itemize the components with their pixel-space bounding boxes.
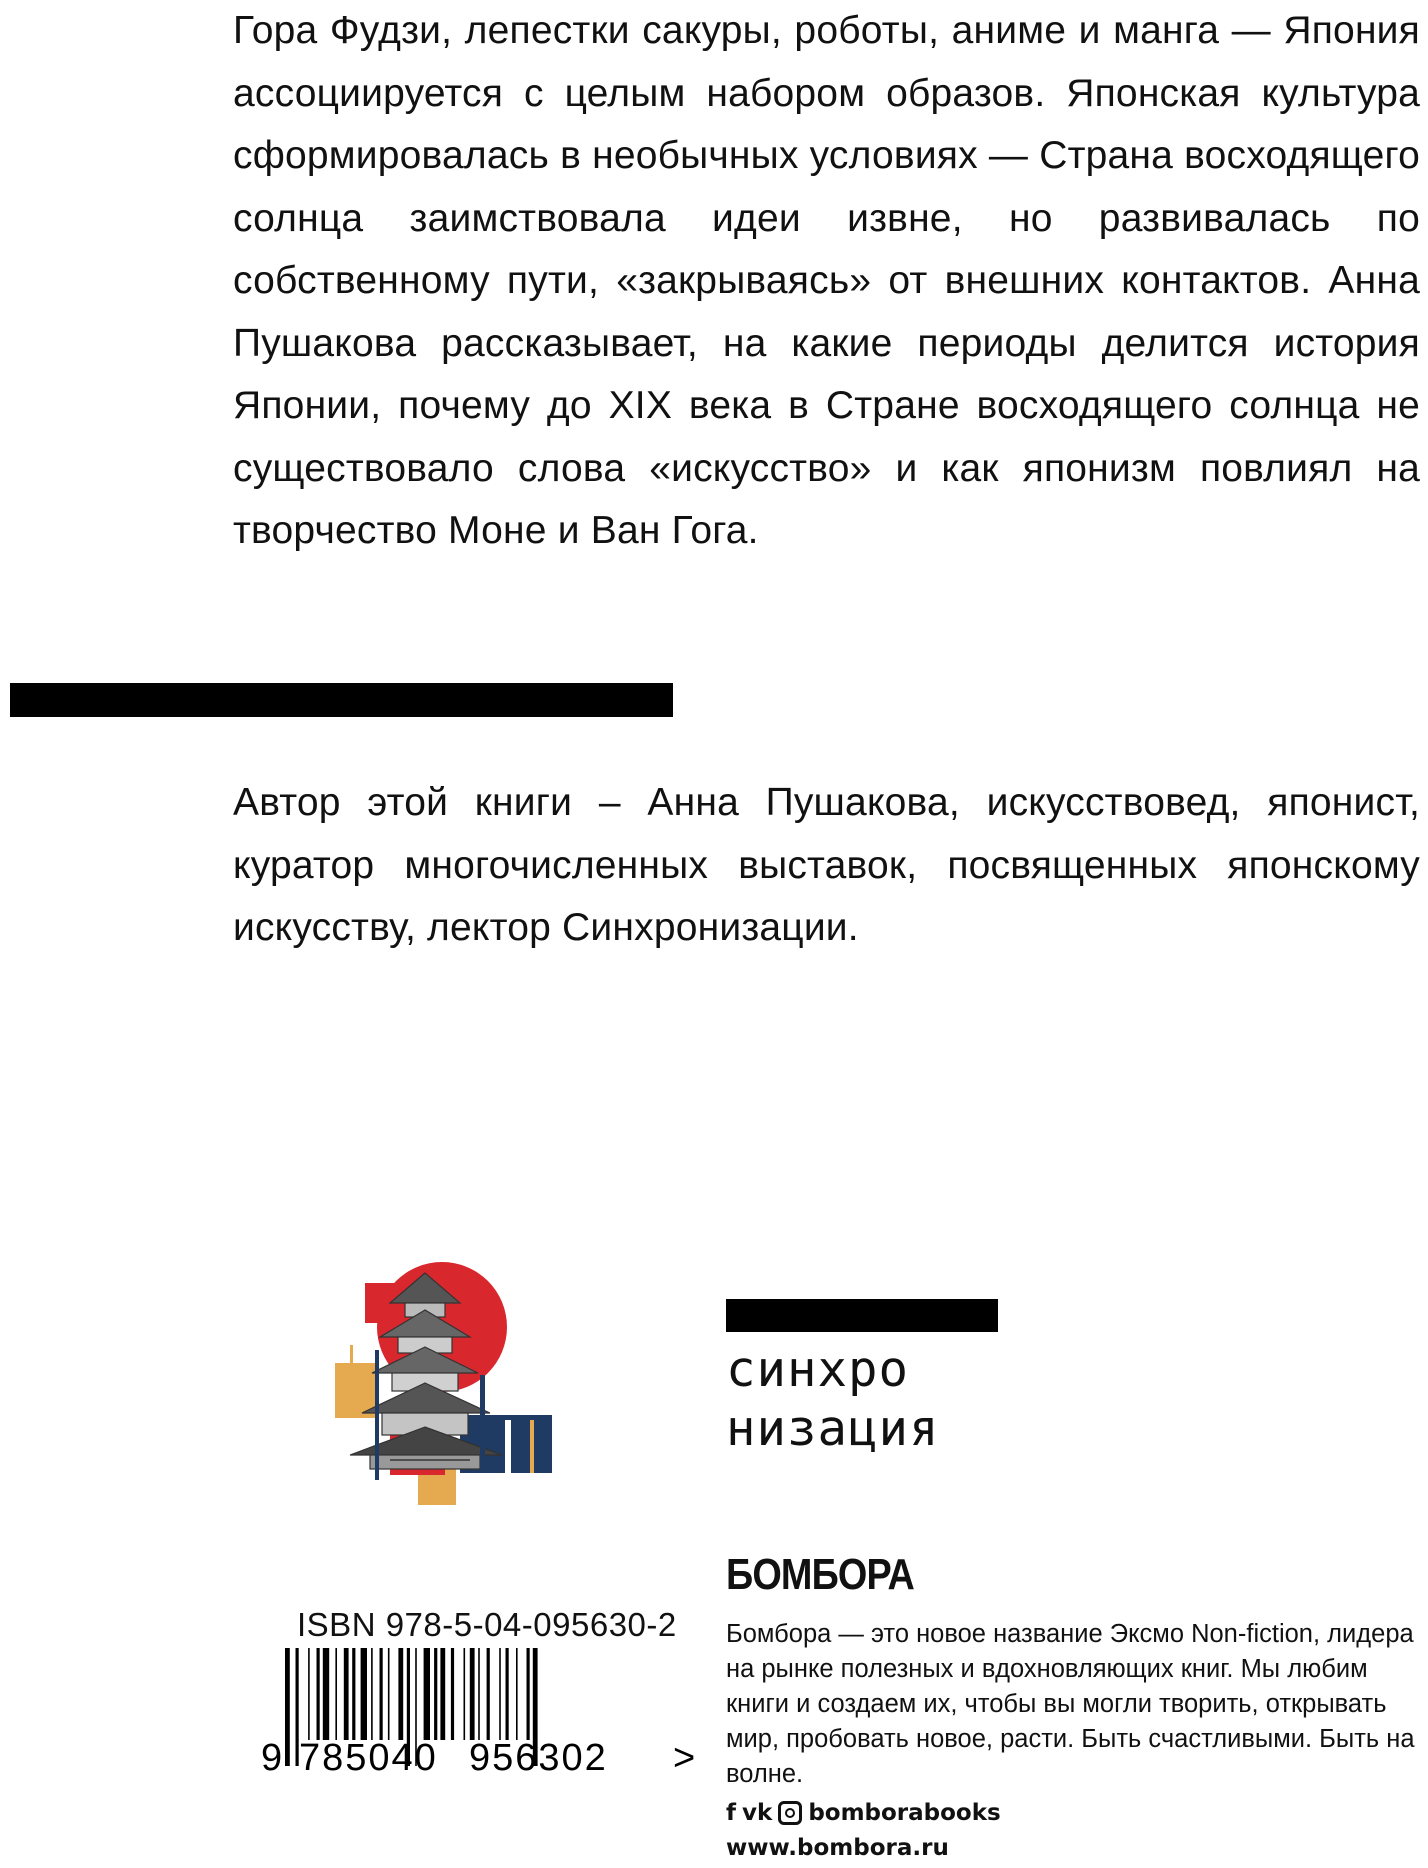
barcode <box>255 1648 705 1773</box>
barcode-digits-group-2: 956302 <box>469 1737 608 1773</box>
barcode-bar <box>499 1648 501 1740</box>
barcode-bar <box>451 1648 454 1740</box>
barcode-first-digit: 9 <box>261 1737 283 1773</box>
barcode-bar <box>527 1648 530 1740</box>
publisher-blurb: Бомбора — это новое название Эксмо Non-fiction, лидера на рынке полезных и вдохновляющих книг. Мы любим книги и создаем их, чтобы вы могли творить, открывать мир, пробовать новое, расти. Быть счастливыми. Быть на волне. <box>726 1620 1415 1788</box>
barcode-bar <box>434 1648 437 1740</box>
social-handle[interactable]: bomborabooks <box>808 1800 1001 1826</box>
barcode-bar <box>487 1648 490 1740</box>
barcode-digits-group-1: 785040 <box>299 1737 438 1773</box>
barcode-bar <box>308 1648 310 1740</box>
barcode-bar <box>516 1648 518 1740</box>
barcode-bar <box>371 1648 373 1740</box>
barcode-bar <box>398 1648 403 1740</box>
barcode-bar <box>361 1648 367 1740</box>
isbn-label: ISBN 978-5-04-095630-2 <box>297 1606 677 1643</box>
barcode-bar <box>464 1648 466 1740</box>
book-description: Гора Фудзи, лепестки сакуры, роботы, аниме и манга — Япония ассоциируется с целым набором образов. Японская культура сформировалась в необычных условиях — Страна восходящего солнца заимствовала идеи извне, но развивалась по собственному пути, «закрываясь» от внешних контактов. Анна Пушакова рассказывает, на какие периоды делится история Японии, почему до XIX века в Стране восходящего солнца не существовало слова «искусство» и как японизм повлиял на творчество Моне и Ван Гога. <box>233 9 1420 552</box>
barcode-bar <box>478 1648 480 1740</box>
barcode-bar <box>335 1648 337 1740</box>
barcode-bar <box>388 1648 390 1740</box>
brand-name-line-2: низация <box>726 1400 940 1457</box>
publisher-logo-text: БОМБОРА <box>726 1550 915 1599</box>
social-links <box>726 1800 1001 1826</box>
instagram-icon[interactable] <box>778 1801 802 1825</box>
divider-bar <box>10 683 673 717</box>
barcode-bar <box>323 1648 329 1740</box>
barcode-bar <box>506 1648 509 1740</box>
facebook-icon[interactable]: f <box>726 1800 737 1826</box>
vk-icon[interactable]: vk <box>742 1800 773 1826</box>
website-link[interactable]: www.bombora.ru <box>726 1835 949 1861</box>
barcode-bar <box>380 1648 383 1740</box>
brand-bar <box>726 1299 998 1332</box>
barcode-end-mark: > <box>673 1737 696 1773</box>
barcode-bar <box>285 1648 290 1766</box>
barcode-bar <box>344 1648 349 1740</box>
barcode-bar <box>440 1648 445 1740</box>
barcode-bar <box>317 1648 320 1740</box>
barcode-bar <box>352 1648 355 1740</box>
brand-name-line-1: синхро <box>726 1341 910 1398</box>
pagoda-collage-logo <box>330 1255 630 1505</box>
author-bio: Автор этой книги – Анна Пушакова, искусствовед, японист, куратор многочисленных выставок, посвященных японскому искусству, лектор Синхронизации. <box>233 781 1420 949</box>
barcode-bar <box>424 1648 430 1740</box>
barcode-bar <box>470 1648 475 1740</box>
